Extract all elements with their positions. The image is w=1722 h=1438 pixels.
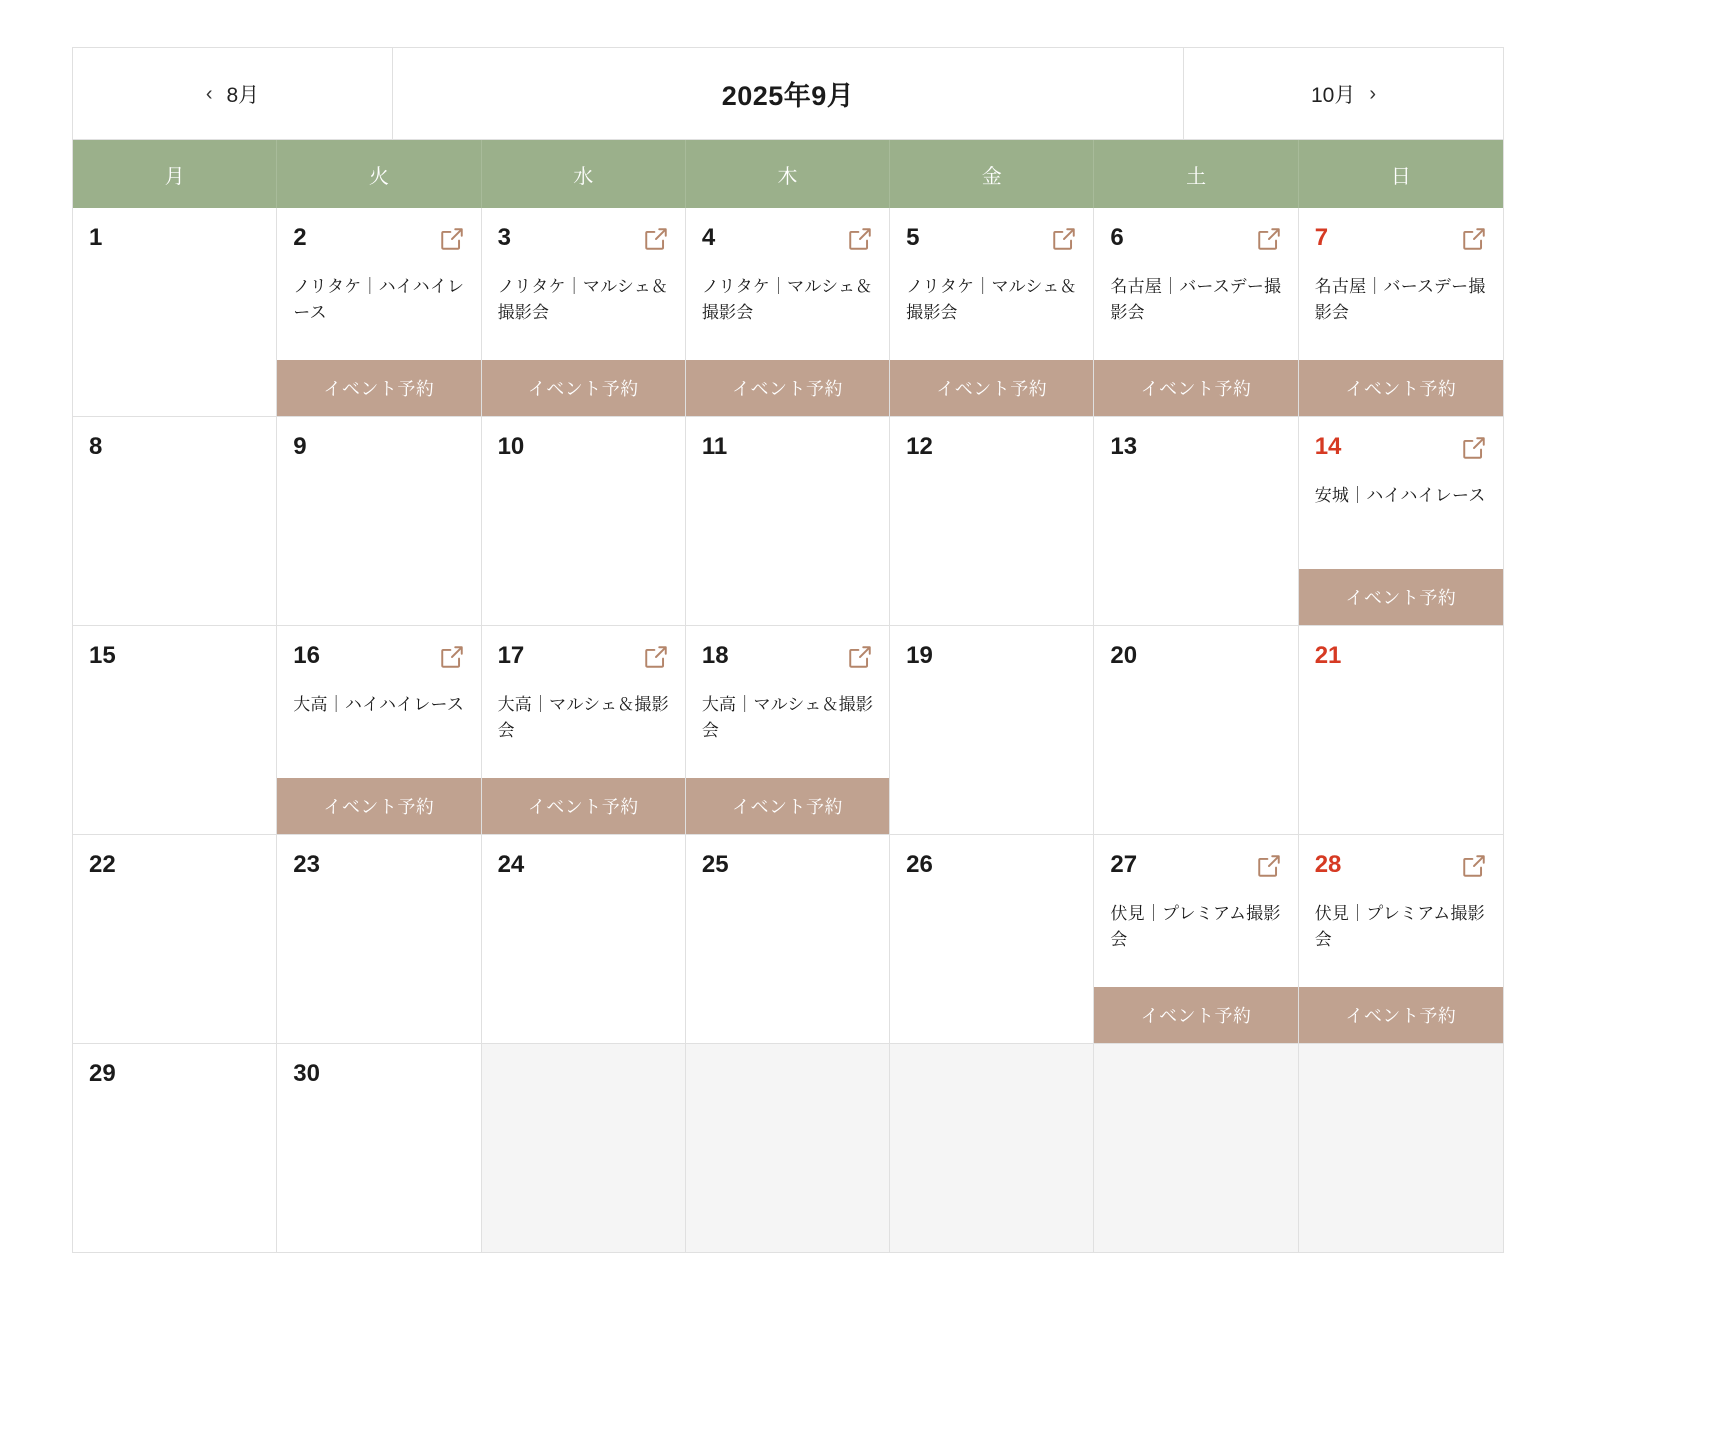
day-number: 1 — [89, 224, 103, 251]
day-header — [498, 226, 669, 260]
calendar-day-cell[interactable] — [686, 626, 890, 834]
cell-spacer — [1315, 509, 1487, 569]
calendar-week-row — [73, 1043, 1503, 1252]
day-header — [1110, 644, 1281, 678]
calendar-day-cell[interactable] — [1094, 626, 1298, 834]
event-title: 大高｜ハイハイレース — [293, 695, 465, 714]
calendar-week-row — [73, 625, 1503, 834]
external-link-icon[interactable] — [1461, 853, 1487, 879]
cell-spacer — [89, 678, 260, 834]
cell-spacer — [1315, 327, 1487, 360]
calendar-day-cell[interactable] — [1299, 417, 1503, 625]
external-link-icon[interactable] — [643, 644, 669, 670]
event-title: 伏見｜プレミアム撮影会 — [1110, 904, 1281, 950]
day-header — [1110, 435, 1281, 469]
calendar-day-cell[interactable] — [277, 208, 481, 416]
calendar-title: 2025年9月 — [721, 81, 855, 111]
calendar-day-cell[interactable] — [890, 626, 1094, 834]
calendar-day-cell[interactable] — [686, 208, 890, 416]
cell-spacer — [498, 745, 669, 778]
day-number: 29 — [89, 1060, 116, 1087]
calendar-week-row — [73, 208, 1503, 416]
cell-spacer — [293, 469, 464, 625]
calendar-day-cell[interactable] — [1094, 417, 1298, 625]
weekday-cell-sat: 土 — [1094, 140, 1298, 208]
weekday-cell-mon: 月 — [73, 140, 277, 208]
day-header — [498, 435, 669, 469]
chevron-left-icon: ‹ — [205, 82, 213, 105]
calendar-day-cell[interactable] — [1094, 835, 1298, 1043]
day-header — [1110, 226, 1281, 260]
event-title: 大高｜マルシェ＆撮影会 — [701, 695, 874, 741]
chevron-right-icon: › — [1369, 82, 1377, 105]
event-reserve-button[interactable]: イベント予約 — [686, 778, 889, 834]
event-title: ノリタケ｜マルシェ＆撮影会 — [701, 277, 873, 323]
calendar-day-cell[interactable] — [277, 835, 481, 1043]
day-header — [906, 226, 1077, 260]
prev-month-button[interactable] — [73, 48, 393, 139]
external-link-icon[interactable] — [439, 644, 465, 670]
day-number: 13 — [1110, 433, 1138, 460]
day-number: 30 — [293, 1060, 320, 1087]
event-reserve-button[interactable]: イベント予約 — [1299, 987, 1503, 1043]
cell-spacer — [498, 469, 669, 625]
day-number: 6 — [1110, 224, 1124, 251]
day-header — [293, 644, 464, 678]
cell-spacer — [906, 327, 1077, 360]
day-number: 2 — [293, 224, 307, 251]
external-link-icon[interactable] — [847, 226, 873, 252]
cell-spacer — [498, 327, 669, 360]
day-number: 5 — [906, 224, 920, 251]
calendar-day-cell[interactable] — [686, 835, 890, 1043]
calendar-day-cell[interactable] — [277, 417, 481, 625]
calendar-day-cell[interactable] — [686, 417, 890, 625]
calendar-day-cell[interactable] — [73, 417, 277, 625]
day-number: 10 — [497, 433, 525, 460]
cell-spacer — [89, 1096, 260, 1252]
event-reserve-button[interactable]: イベント予約 — [1299, 360, 1503, 416]
event-reserve-button[interactable]: イベント予約 — [277, 778, 480, 834]
external-link-icon[interactable] — [643, 226, 669, 252]
day-number: 22 — [89, 851, 116, 878]
weekday-cell-sun: 日 — [1390, 165, 1411, 188]
prev-month-label: 8月 — [226, 83, 260, 107]
day-header — [906, 435, 1077, 469]
event-reserve-button[interactable]: イベント予約 — [1094, 360, 1297, 416]
cell-spacer — [498, 887, 669, 1043]
cell-spacer — [1110, 469, 1281, 625]
day-number: 15 — [89, 642, 116, 669]
day-header — [293, 435, 464, 469]
cell-spacer — [906, 887, 1077, 1043]
calendar-day-cell[interactable] — [1299, 835, 1503, 1043]
day-header — [89, 853, 260, 887]
cell-spacer — [906, 469, 1077, 625]
cell-spacer — [89, 887, 260, 1043]
calendar-day-cell[interactable] — [482, 208, 686, 416]
event-title: ノリタケ｜ハイハイレース — [293, 277, 465, 323]
calendar-day-cell[interactable] — [277, 1044, 481, 1252]
cell-spacer — [702, 745, 873, 778]
day-header — [1315, 644, 1487, 678]
day-header — [293, 853, 464, 887]
next-month-button[interactable] — [1183, 48, 1503, 139]
external-link-icon[interactable] — [847, 644, 873, 670]
cell-spacer — [1315, 954, 1487, 987]
day-header — [89, 1062, 260, 1096]
calendar-day-cell-empty — [686, 1044, 890, 1252]
calendar-header — [73, 48, 1503, 140]
calendar-grid — [73, 208, 1503, 1252]
event-title: 伏見｜プレミアム撮影会 — [1314, 904, 1485, 950]
cell-spacer — [702, 327, 873, 360]
day-header — [293, 226, 464, 260]
cell-spacer — [1110, 678, 1281, 834]
event-reserve-button[interactable]: イベント予約 — [890, 360, 1093, 416]
day-number: 8 — [89, 433, 103, 460]
event-reserve-button[interactable]: イベント予約 — [686, 360, 889, 416]
cell-spacer — [702, 887, 873, 1043]
event-title: 名古屋｜バースデー撮影会 — [1314, 277, 1486, 323]
calendar-day-cell[interactable] — [890, 208, 1094, 416]
weekday-cell-thu: 木 — [686, 140, 890, 208]
external-link-icon[interactable] — [1461, 435, 1487, 461]
calendar-day-cell-empty — [890, 1044, 1094, 1252]
external-link-icon[interactable] — [1256, 853, 1282, 879]
calendar-day-cell[interactable] — [277, 626, 481, 834]
calendar-day-cell[interactable] — [482, 835, 686, 1043]
calendar-day-cell-empty — [1299, 1044, 1503, 1252]
calendar-day-cell-empty — [1094, 1044, 1298, 1252]
day-number: 23 — [293, 851, 320, 878]
day-header — [906, 644, 1077, 678]
day-header — [1110, 853, 1281, 887]
day-header — [89, 226, 260, 260]
calendar-week-row — [73, 416, 1503, 625]
calendar-day-cell[interactable] — [1299, 626, 1503, 834]
weekday-cell-wed: 水 — [482, 140, 686, 208]
cell-spacer — [1110, 954, 1281, 987]
event-reserve-button[interactable]: イベント予約 — [1299, 569, 1503, 625]
day-number: 26 — [906, 851, 933, 878]
day-header — [1315, 853, 1487, 887]
day-number: 17 — [497, 642, 525, 669]
day-header — [702, 644, 873, 678]
day-number: 18 — [701, 642, 729, 669]
day-number: 16 — [293, 642, 320, 669]
day-number: 25 — [701, 851, 729, 878]
calendar-day-cell[interactable] — [1094, 208, 1298, 416]
calendar-day-cell[interactable] — [890, 835, 1094, 1043]
event-title: 大高｜マルシェ＆撮影会 — [497, 695, 669, 741]
event-title: ノリタケ｜マルシェ＆撮影会 — [497, 277, 669, 323]
external-link-icon[interactable] — [1051, 226, 1077, 252]
day-number: 20 — [1110, 642, 1138, 669]
day-number: 21 — [1314, 642, 1342, 669]
day-number: 19 — [906, 642, 933, 669]
day-header — [906, 853, 1077, 887]
day-number: 24 — [497, 851, 525, 878]
day-header — [498, 853, 669, 887]
calendar-day-cell[interactable] — [73, 1044, 277, 1252]
day-number: 12 — [906, 433, 933, 460]
event-title: ノリタケ｜マルシェ＆撮影会 — [906, 277, 1077, 323]
cell-spacer — [702, 469, 873, 625]
cell-spacer — [89, 260, 260, 416]
day-header — [498, 644, 669, 678]
weekday-cell-fri: 金 — [890, 140, 1094, 208]
cell-spacer — [293, 1096, 464, 1252]
calendar-day-cell[interactable] — [1299, 208, 1503, 416]
day-number: 7 — [1314, 224, 1329, 251]
day-number: 9 — [293, 433, 307, 460]
cell-spacer — [293, 887, 464, 1043]
cell-spacer — [89, 469, 260, 625]
event-calendar — [72, 47, 1504, 1253]
day-number: 11 — [701, 433, 728, 460]
day-number: 14 — [1314, 433, 1342, 460]
calendar-day-cell-empty — [482, 1044, 686, 1252]
weekday-header-row — [73, 140, 1503, 208]
external-link-icon[interactable] — [1461, 226, 1487, 252]
calendar-day-cell[interactable] — [73, 835, 277, 1043]
cell-spacer — [293, 327, 464, 360]
day-header — [702, 226, 873, 260]
day-header — [89, 435, 260, 469]
calendar-day-cell[interactable] — [73, 208, 277, 416]
day-header — [702, 435, 873, 469]
event-reserve-button[interactable]: イベント予約 — [482, 778, 685, 834]
calendar-week-row — [73, 834, 1503, 1043]
cell-spacer — [1315, 678, 1487, 834]
event-reserve-button[interactable]: イベント予約 — [1094, 987, 1297, 1043]
event-reserve-button[interactable]: イベント予約 — [277, 360, 480, 416]
day-header — [293, 1062, 464, 1096]
day-number: 3 — [497, 224, 511, 251]
calendar-day-cell[interactable] — [482, 417, 686, 625]
calendar-day-cell[interactable] — [890, 417, 1094, 625]
external-link-icon[interactable] — [1256, 226, 1282, 252]
calendar-day-cell[interactable] — [482, 626, 686, 834]
day-header — [702, 853, 873, 887]
day-number: 28 — [1314, 851, 1342, 878]
event-title: 安城｜ハイハイレース — [1314, 486, 1486, 505]
day-number: 27 — [1110, 851, 1138, 878]
event-title: 名古屋｜バースデー撮影会 — [1110, 277, 1282, 323]
day-header — [1315, 226, 1487, 260]
cell-spacer — [293, 718, 464, 778]
next-month-label: 10月 — [1310, 83, 1356, 107]
day-header — [1315, 435, 1487, 469]
cell-spacer — [906, 678, 1077, 834]
calendar-day-cell[interactable] — [73, 626, 277, 834]
cell-spacer — [1110, 327, 1281, 360]
day-header — [89, 644, 260, 678]
event-reserve-button[interactable]: イベント予約 — [482, 360, 685, 416]
weekday-cell-tue: 火 — [277, 140, 481, 208]
day-number: 4 — [701, 224, 716, 251]
external-link-icon[interactable] — [439, 226, 465, 252]
